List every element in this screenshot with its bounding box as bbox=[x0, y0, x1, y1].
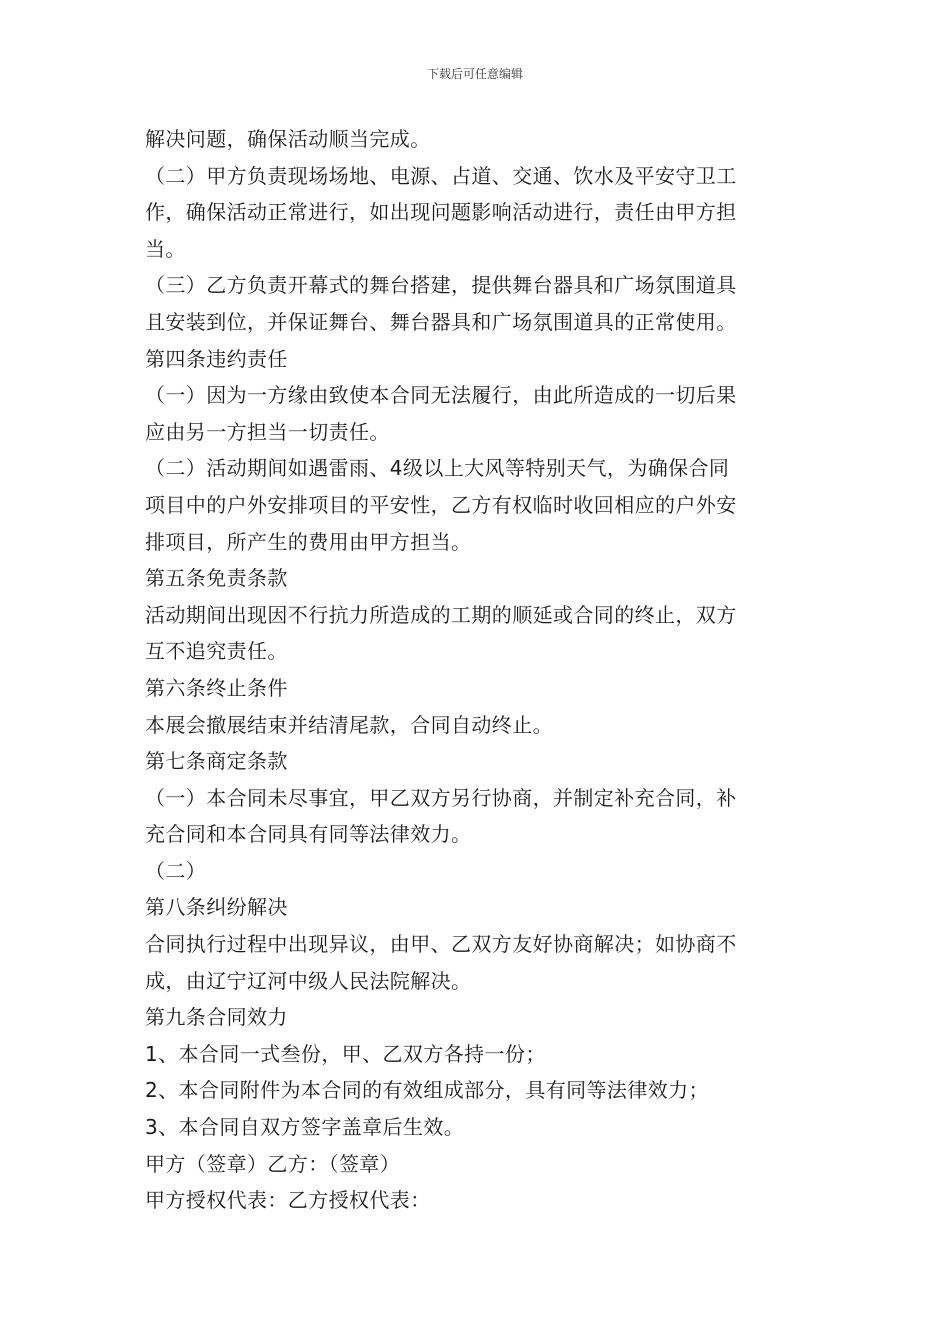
paragraph-line: （三）乙方负责开幕式的舞台搭建，提供舞台器具和广场氛围道具 bbox=[145, 273, 737, 298]
paragraph-line: 项目中的户外安排项目的平安性，乙方有权临时收回相应的户外安 bbox=[145, 492, 737, 517]
paragraph-line: 当。 bbox=[145, 236, 186, 261]
section-heading: 第四条违约责任 bbox=[145, 346, 288, 371]
paragraph-line: 且安装到位，并保证舞台、舞台器具和广场氛围道具的正常使用。 bbox=[145, 309, 737, 334]
signature-line: 甲方授权代表：乙方授权代表： bbox=[145, 1188, 431, 1213]
paragraph-line: （一）本合同未尽事宜，甲乙双方另行协商，并制定补充合同，补 bbox=[145, 785, 737, 810]
signature-line: 甲方（签章）乙方：（签章） bbox=[145, 1151, 401, 1176]
document-body bbox=[145, 121, 810, 1219]
paragraph-line: 互不追究责任。 bbox=[145, 639, 288, 664]
section-heading: 第八条纠纷解决 bbox=[145, 895, 288, 920]
list-item: 3、本合同自双方签字盖章后生效。 bbox=[145, 1115, 465, 1140]
paragraph-line: 解决问题，确保活动顺当完成。 bbox=[145, 127, 431, 151]
paragraph-line: （二） bbox=[145, 858, 207, 883]
list-item: 1、本合同一式叁份，甲、乙双方各持一份； bbox=[145, 1041, 546, 1066]
paragraph-line: 作，确保活动正常进行，如出现问题影响活动进行，责任由甲方担 bbox=[145, 200, 737, 225]
section-heading: 第七条商定条款 bbox=[145, 749, 288, 774]
paragraph-line: 应由另一方担当一切责任。 bbox=[145, 419, 390, 444]
paragraph-line: （一）因为一方缘由致使本合同无法履行，由此所造成的一切后果 bbox=[145, 383, 737, 408]
paragraph-line: 活动期间出现因不行抗力所造成的工期的顺延或合同的终止，双方 bbox=[145, 602, 737, 627]
page-header: 下载后可任意编辑 bbox=[426, 67, 523, 81]
section-heading: 第六条终止条件 bbox=[145, 675, 288, 700]
paragraph-line: 排项目，所产生的费用由甲方担当。 bbox=[145, 529, 472, 554]
list-item: 2、本合同附件为本合同的有效组成部分，具有同等法律效力； bbox=[145, 1078, 709, 1103]
paragraph-line: （二）甲方负责现场场地、电源、占道、交通、饮水及平安守卫工 bbox=[145, 163, 737, 188]
section-heading: 第五条免责条款 bbox=[145, 566, 288, 591]
paragraph-line: 成，由辽宁辽河中级人民法院解决。 bbox=[145, 968, 472, 993]
paragraph-line: （二）活动期间如遇雷雨、4级以上大风等特别天气，为确保合同 bbox=[145, 456, 730, 481]
paragraph-line: 本展会撤展结束并结清尾款，合同自动终止。 bbox=[145, 712, 553, 737]
paragraph-line: 合同执行过程中出现异议，由甲、乙双方友好协商解决；如协商不 bbox=[145, 932, 737, 957]
paragraph-line: 充合同和本合同具有同等法律效力。 bbox=[145, 822, 472, 847]
section-heading: 第九条合同效力 bbox=[145, 1005, 288, 1030]
